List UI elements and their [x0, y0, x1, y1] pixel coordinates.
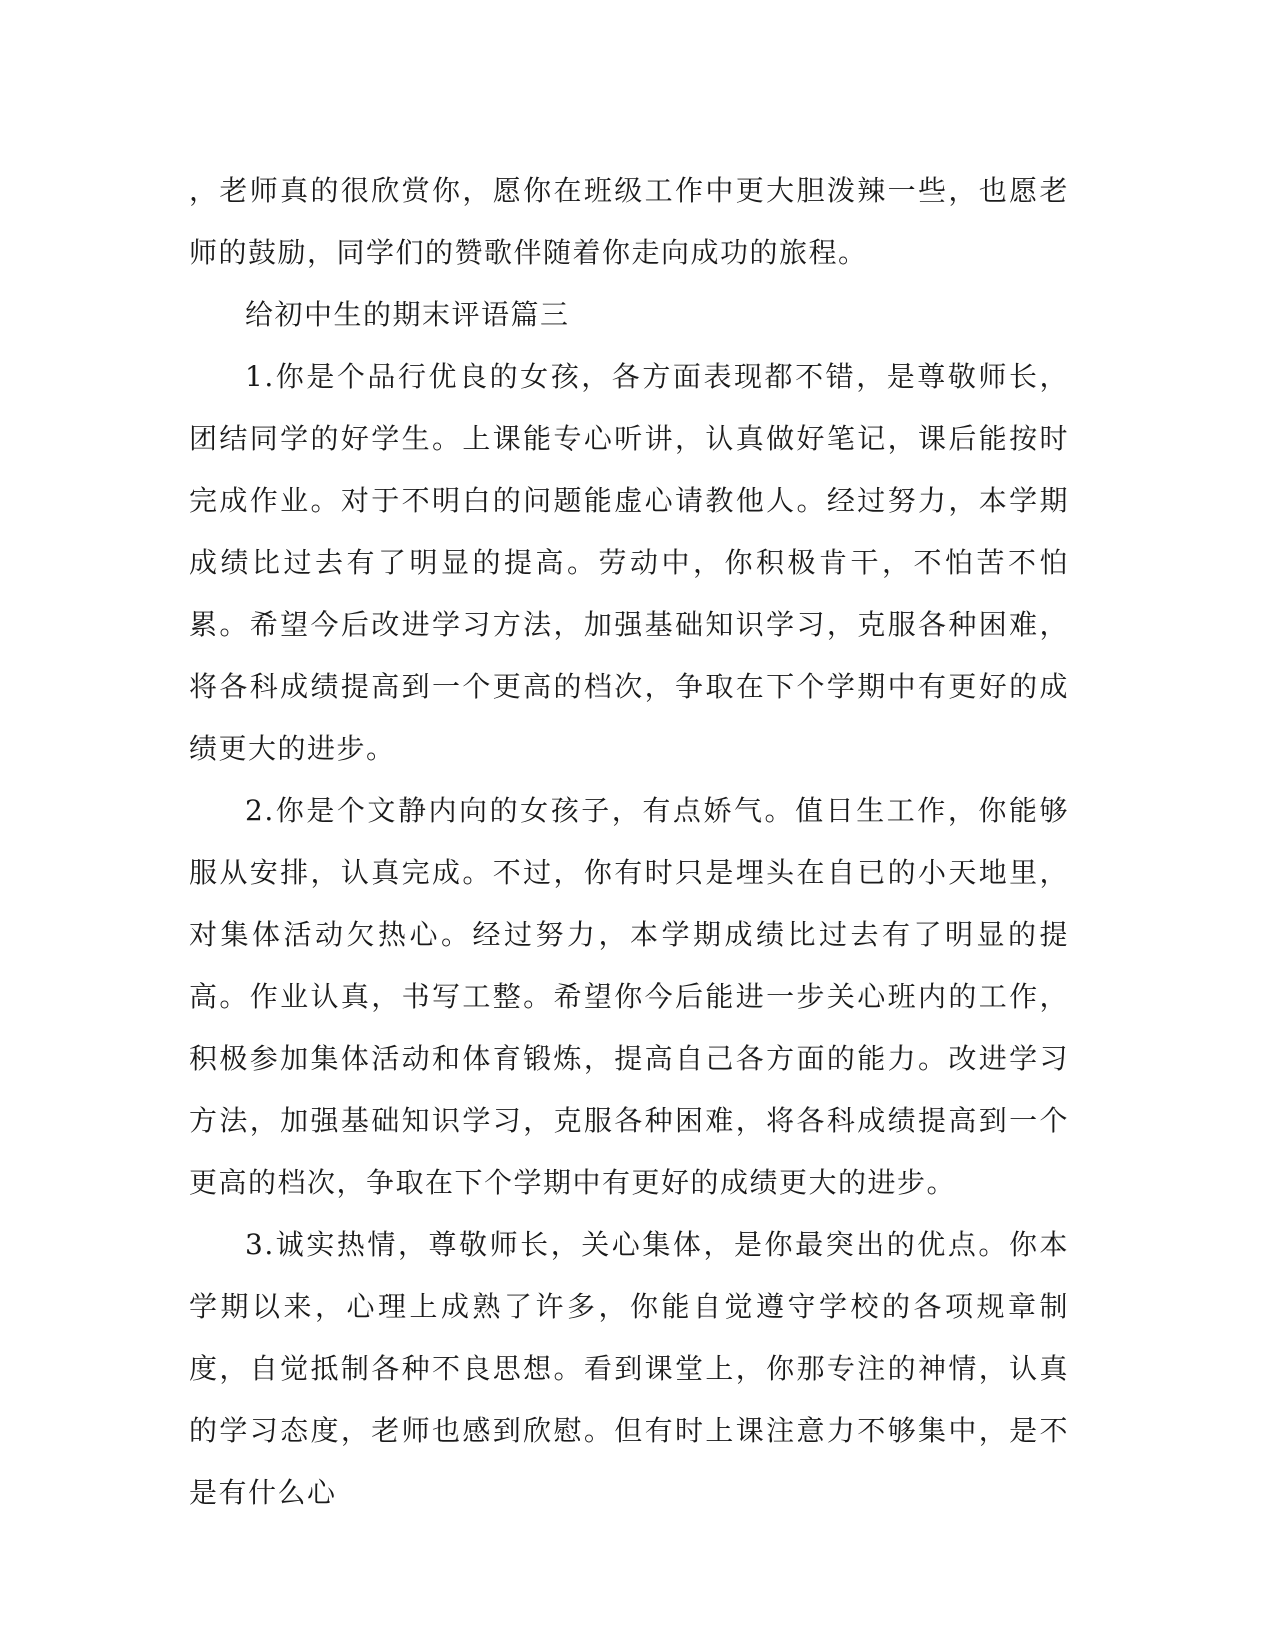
comment-paragraph-1: 1.你是个品行优良的女孩，各方面表现都不错，是尊敬师长，团结同学的好学生。上课能专心听讲，认真做好笔记，课后能按时完成作业。对于不明白的问题能虚心请教他人。经过努力，本学期成绩比过去有了明显的提高。劳动中，你积极肯干，不怕苦不怕累。希望今后改进学习方法，加强基础知识学习，克服各种困难，将各科成绩提高到一个更高的档次，争取在下个学期中有更好的成绩更大的进步。 [189, 360, 1069, 765]
paragraph-continuation: ，老师真的很欣赏你，愿你在班级工作中更大胆泼辣一些，也愿老师的鼓励，同学们的赞歌伴随着你走向成功的旅程。 [189, 174, 1069, 269]
comment-paragraph-2: 2.你是个文静内向的女孩子，有点娇气。值日生工作，你能够服从安排，认真完成。不过，你有时只是埋头在自已的小天地里，对集体活动欠热心。经过努力，本学期成绩比过去有了明显的提高。作业认真，书写工整。希望你今后能进一步关心班内的工作，积极参加集体活动和体育锻炼，提高自己各方面的能力。改进学习方法，加强基础知识学习，克服各种困难，将各科成绩提高到一个更高的档次，争取在下个学期中有更好的成绩更大的进步。 [189, 794, 1069, 1199]
section-heading: 给初中生的期末评语篇三 [245, 298, 570, 331]
document-body [189, 160, 1069, 1524]
comment-paragraph-3: 3.诚实热情，尊敬师长，关心集体，是你最突出的优点。你本学期以来，心理上成熟了许多，你能自觉遵守学校的各项规章制度，自觉抵制各种不良思想。看到课堂上，你那专注的神情，认真的学习态度，老师也感到欣慰。但有时上课注意力不够集中，是不是有什么心 [189, 1228, 1069, 1509]
